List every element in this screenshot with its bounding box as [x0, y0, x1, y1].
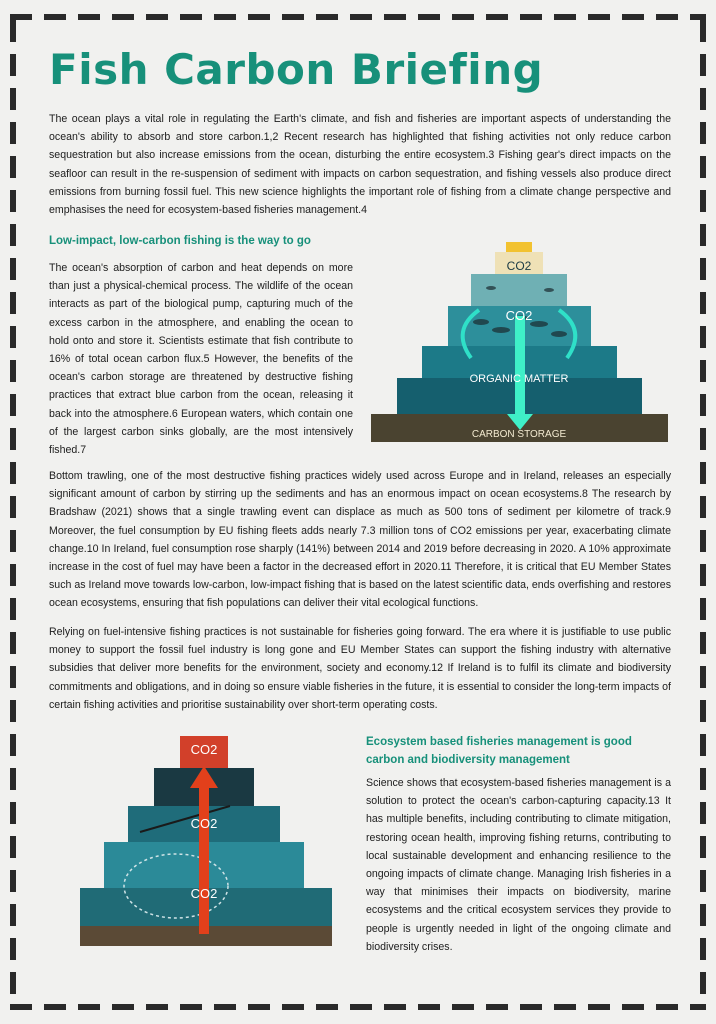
co2-label-water: CO2	[190, 816, 218, 831]
co2-label-water: CO2	[505, 308, 533, 323]
fuel-intensive-paragraph: Relying on fuel-intensive fishing practices is not sustainable for fisheries going forward. The era where it is justifiable to use public money to support the fossil fuel industry is long gone and EU Member States can support the fishing industry with alternative subsidies that deliver more benefits for the environment, society and economy.12 If Ireland is to fulfil its climate and biodiversity commitments and obligations, and in doing so ensure viable fisheries in the future, it is essential to consider the long-term impacts of certain fishing activities and prioritise sustainability over short-term operating costs.	[49, 626, 671, 711]
page-title: Fish Carbon Briefing	[49, 45, 544, 94]
decorative-border-top	[10, 14, 706, 20]
section-body-low-impact: The ocean's absorption of carbon and heat depends on more than just a physical-chemical process. The wildlife of the ocean interacts as part of the biological pump, capturing much of the excess carbon in the atmosphere, and enabling the ocean to hold onto and store it. Scientists estimate that fish contribute to 16% of total ocean carbon flux.5 However, the benefits of the ocean's carbon storage are threatened by destructive fishing practices that extract blue carbon from the ocean, releasing it back into the atmosphere.6 European waters, which contain one of the largest carbon sinks globally, are the most intensively fished.7	[49, 262, 353, 457]
intro-paragraph: The ocean plays a vital role in regulating the Earth's climate, and fish and fisheries are important aspects of understanding the ocean's ability to absorb and store carbon.1,2 Recent research has highlighted that fishing activities not only reduce carbon sequestration but also increase emissions from the ocean, disturbing the entire ecosystem.3 Fishing gear's direct impacts on the seafloor can result in the re-suspension of sediment with impacts on carbon sequestration, and fishing vessels also produce direct emissions from burning fossil fuel. This new science highlights the important role of fishing from a climate change perspective and emphasises the need for ecosystem-based fisheries management.4	[49, 113, 671, 217]
sun-icon	[506, 242, 532, 252]
section-heading-ecosystem: Ecosystem based fisheries management is good carbon and biodiversity management	[366, 736, 632, 766]
co2-label-surface: CO2	[506, 259, 532, 273]
trawling-carbon-release-illustration	[80, 736, 332, 946]
sinking-carbon-arrow	[515, 316, 525, 416]
section-body-ecosystem: Science shows that ecosystem-based fisheries management is a solution to protect the ocean's carbon-capturing capacity.13 It has multiple benefits, including contributing to climate mitigation, restoring ocean health, improving fishing returns, contributing to local sustainable development and enhancing resilience to the ongoing impacts of climate change. Managing Irish fisheries in a way that minimises their impacts on biodiversity, marine ecosystems and the critical ecosystem services they provide to people is urgently needed in light of the ongoing climate and biodiversity crises.	[366, 777, 671, 953]
organic-matter-label: ORGANIC MATTER	[469, 373, 569, 385]
co2-label-atmosphere: CO2	[190, 742, 218, 757]
decorative-border-bottom	[10, 1004, 706, 1010]
carbon-release-arrow	[199, 784, 209, 934]
ocean-carbon-pyramid-illustration	[371, 240, 668, 445]
section-heading-low-impact: Low-impact, low-carbon fishing is the way to go	[49, 235, 311, 247]
carbon-storage-label: CARBON STORAGE	[471, 429, 567, 440]
decorative-border-right	[700, 20, 706, 1004]
decorative-border-left	[10, 20, 16, 1004]
co2-label-seabed: CO2	[190, 886, 218, 901]
bottom-trawling-paragraph: Bottom trawling, one of the most destructive fishing practices widely used across Europe and in Ireland, releases an especially significant amount of carbon by stirring up the sediments and has an enormous impact on ocean ecosystems.8 The research by Bradshaw (2021) shows that a single trawling event can displace as much as 500 tons of sediment per kilometre of track.9 Moreover, the fuel consumption by EU fishing fleets adds nearly 7.3 million tons of CO2 emissions per year, exacerbating climate change.10 In Ireland, fuel consumption rose sharply (141%) between 2014 and 2019 before decreasing in 2020. A 10% approximate increase in the cost of fuel may have been a factor in the decreased effort in 2020.11 Therefore, it is critical that EU Member States such as Ireland move towards low-carbon, low-impact fishing that is based on the latest scientific data, ends overfishing and restores ocean ecosystems, ensuring that fish populations can deliver their vital ecological functions.	[49, 470, 671, 610]
